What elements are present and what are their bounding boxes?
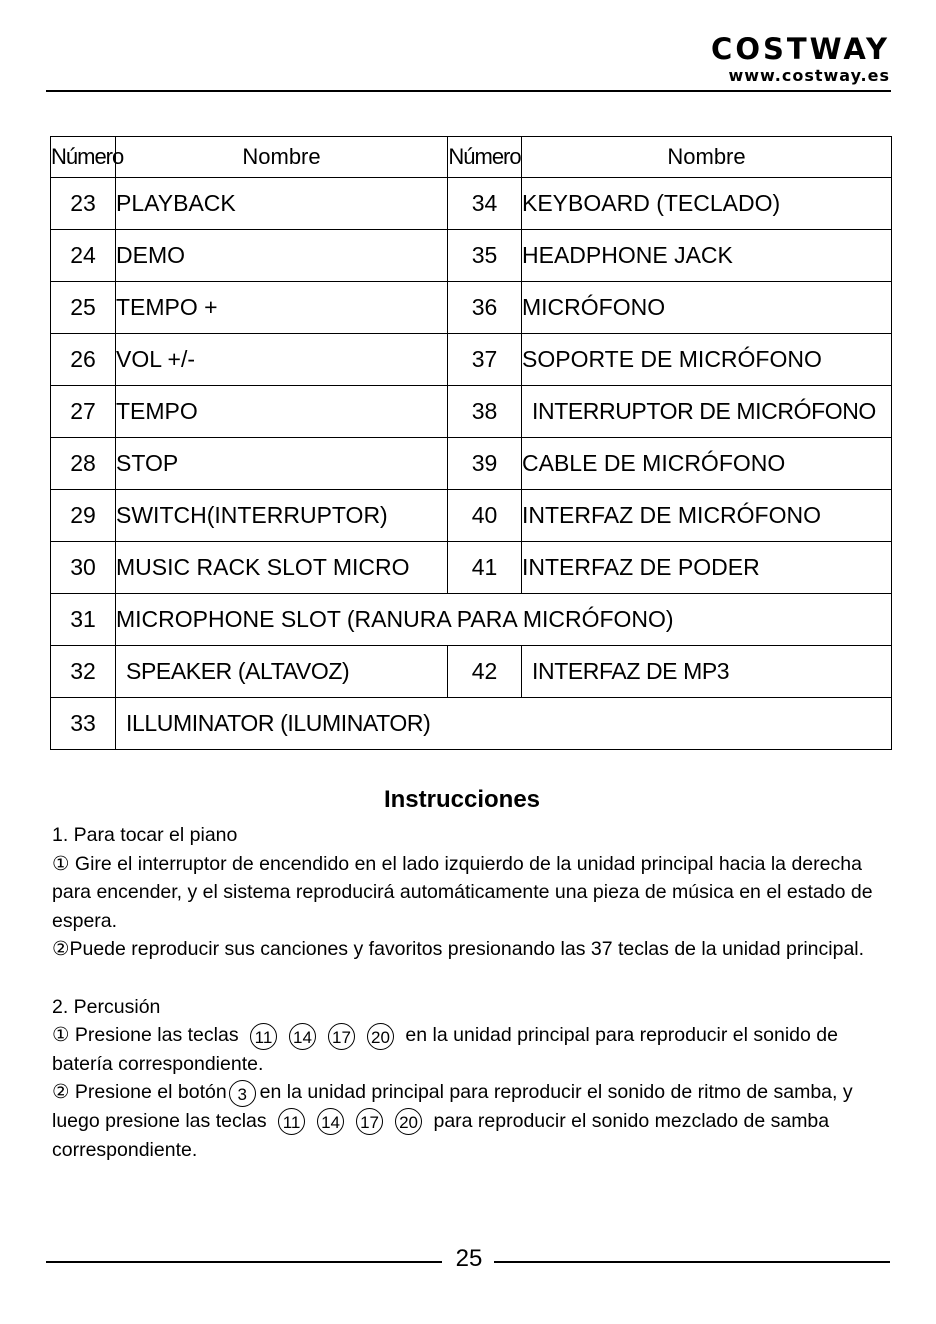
header-rule	[46, 90, 891, 92]
section-heading: 1. Para tocar el piano	[52, 824, 238, 846]
part-name: SWITCH(INTERRUPTOR)	[116, 490, 448, 542]
part-name: SOPORTE DE MICRÓFONO	[522, 334, 892, 386]
header-name: Nombre	[522, 137, 892, 178]
part-name: MUSIC RACK SLOT MICRO	[116, 542, 448, 594]
key-badge: 11	[278, 1108, 305, 1135]
parts-table	[50, 136, 892, 750]
part-name: VOL +/-	[116, 334, 448, 386]
part-name: INTERFAZ DE PODER	[522, 542, 892, 594]
part-name: MICROPHONE SLOT (RANURA PARA MICRÓFONO)	[116, 594, 892, 646]
button-badge: 3	[229, 1080, 256, 1107]
text-run: ② Presione el botón	[52, 1081, 227, 1104]
part-number: 38	[448, 386, 522, 438]
table-row	[51, 178, 892, 230]
brand-block	[711, 34, 890, 85]
part-name: INTERFAZ DE MICRÓFONO	[522, 490, 892, 542]
text-run: para reproducir el sonido mezclado de samba correspondiente.	[52, 1109, 830, 1161]
instruction-paragraph	[52, 1021, 897, 1078]
part-number: 30	[51, 542, 116, 594]
key-badge: 11	[250, 1023, 277, 1050]
part-number: 24	[51, 230, 116, 282]
part-number: 26	[51, 334, 116, 386]
part-number: 36	[448, 282, 522, 334]
table-header-row	[51, 137, 892, 178]
page-number: 25	[455, 1245, 483, 1272]
part-name: STOP	[116, 438, 448, 490]
key-badge: 17	[328, 1023, 355, 1050]
part-number: 32	[51, 646, 116, 698]
part-number: 42	[448, 646, 522, 698]
part-name: CABLE DE MICRÓFONO	[522, 438, 892, 490]
part-number: 31	[51, 594, 116, 646]
text-run: ① Presione las teclas	[52, 1024, 239, 1047]
table-row	[51, 438, 892, 490]
table-row	[51, 594, 892, 646]
part-number: 37	[448, 334, 522, 386]
text-run: en la unidad principal para reproducir el sonido de ritmo de samba, y luego presione las teclas	[52, 1081, 853, 1132]
part-name: PLAYBACK	[116, 178, 448, 230]
key-badge: 14	[317, 1108, 344, 1135]
header-number: Número	[448, 137, 522, 178]
key-badge: 20	[367, 1023, 394, 1050]
part-number: 34	[448, 178, 522, 230]
part-number: 39	[448, 438, 522, 490]
table-row	[51, 386, 892, 438]
part-name: SPEAKER (ALTAVOZ)	[116, 646, 448, 698]
part-number: 28	[51, 438, 116, 490]
instruction-paragraph	[52, 1078, 897, 1164]
part-number: 33	[51, 698, 116, 750]
part-name: INTERRUPTOR DE MICRÓFONO	[522, 386, 892, 438]
part-name: DEMO	[116, 230, 448, 282]
part-name: INTERFAZ DE MP3	[522, 646, 892, 698]
part-number: 25	[51, 282, 116, 334]
table-row	[51, 282, 892, 334]
table-row	[51, 230, 892, 282]
section-heading: 2. Percusión	[52, 995, 161, 1018]
table-row	[51, 646, 892, 698]
key-badge: 17	[356, 1108, 383, 1135]
part-name: KEYBOARD (TECLADO)	[522, 178, 892, 230]
instructions-body	[52, 821, 897, 1164]
instruction-paragraph: ②Puede reproducir sus canciones y favoritos presionando las 37 teclas de la unidad principal.	[52, 938, 865, 961]
text-run: en la unidad principal para reproducir el sonido de batería correspondiente.	[52, 1024, 838, 1075]
part-number: 27	[51, 386, 116, 438]
table-row	[51, 698, 892, 750]
part-number: 23	[51, 178, 116, 230]
brand-url: www.costway.es	[728, 66, 890, 85]
table-row	[51, 490, 892, 542]
table-row	[51, 334, 892, 386]
brand-logo: COSTWAY	[711, 32, 890, 66]
part-name: TEMPO +	[116, 282, 448, 334]
table-row	[51, 542, 892, 594]
section-title: Instrucciones	[383, 786, 541, 813]
part-name: ILLUMINATOR (ILUMINATOR)	[116, 698, 892, 750]
instruction-paragraph: ① Gire el interruptor de encendido en el lado izquierdo de la unidad principal hacia la derecha para encender, y el sistema reproducirá automáticamente una pieza de música en el estado de espera.	[52, 852, 873, 932]
part-number: 41	[448, 542, 522, 594]
part-number: 29	[51, 490, 116, 542]
header-name: Nombre	[116, 137, 448, 178]
part-name: TEMPO	[116, 386, 448, 438]
part-number: 40	[448, 490, 522, 542]
part-number: 35	[448, 230, 522, 282]
footer-rule-right	[494, 1261, 890, 1263]
header-number: Número	[51, 137, 116, 178]
key-badge: 20	[395, 1108, 422, 1135]
part-name: MICRÓFONO	[522, 282, 892, 334]
key-badge: 14	[289, 1023, 316, 1050]
part-name: HEADPHONE JACK	[522, 230, 892, 282]
footer-rule-left	[46, 1261, 442, 1263]
